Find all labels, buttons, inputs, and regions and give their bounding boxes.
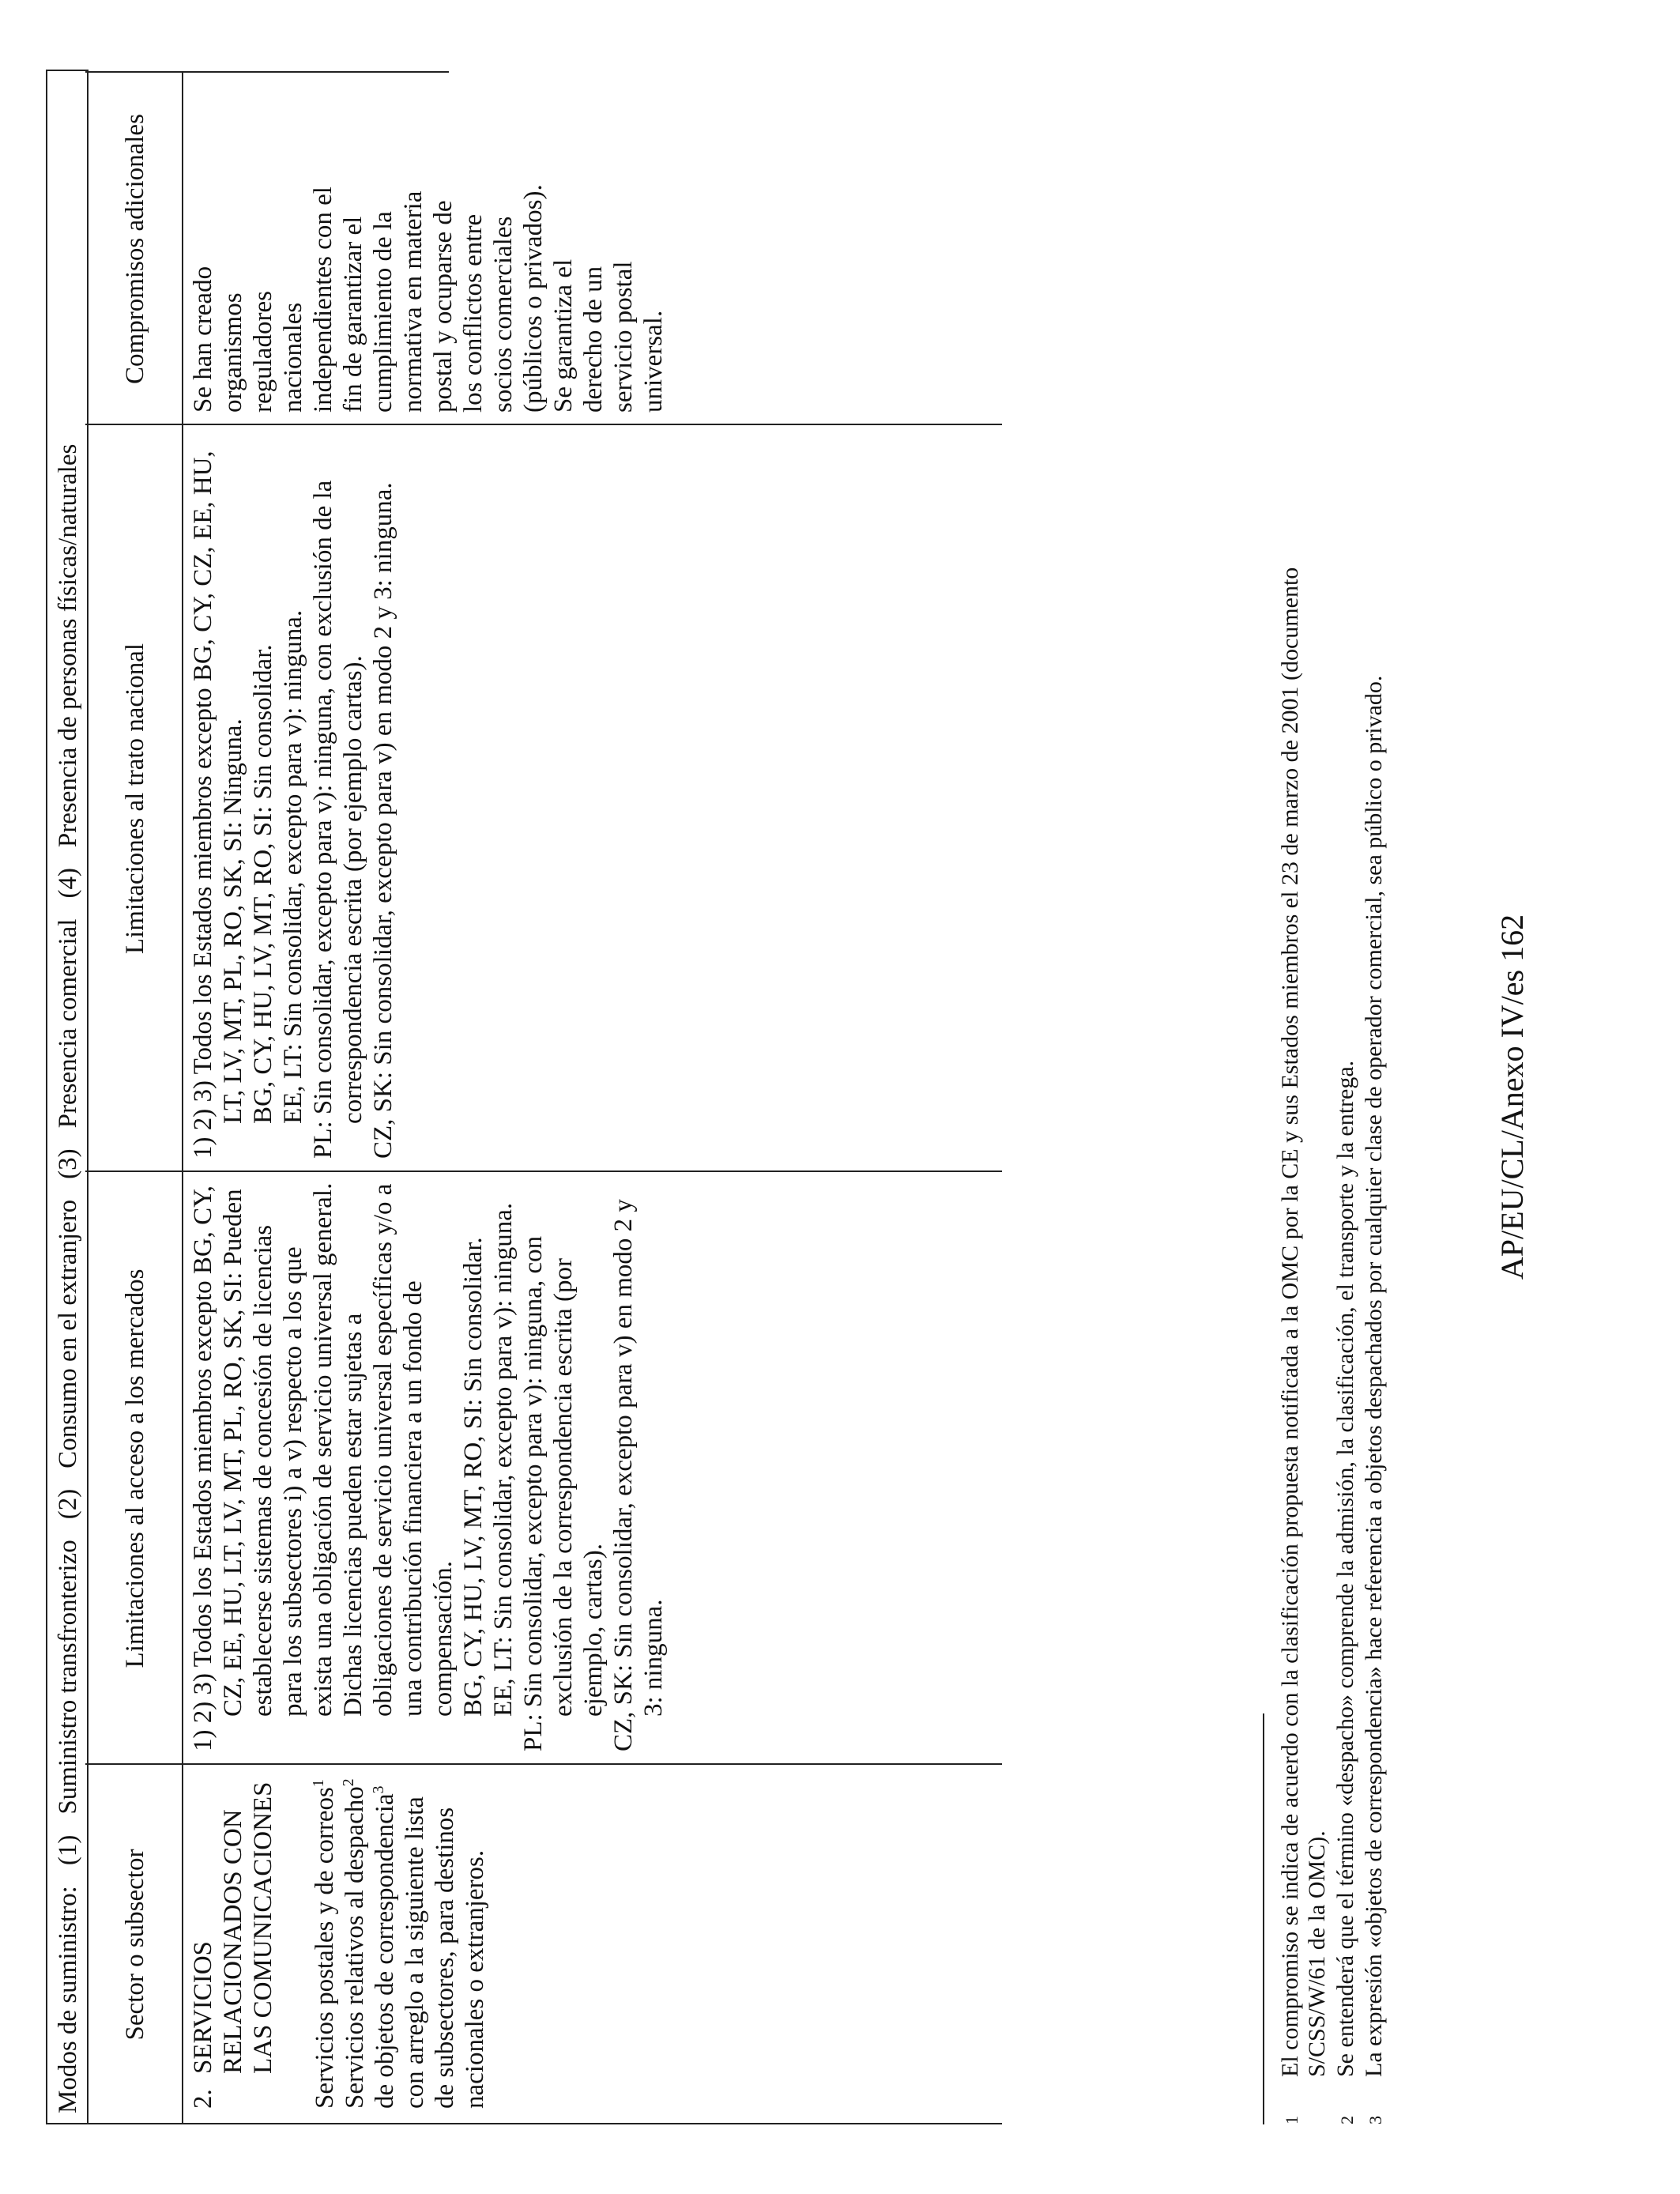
market-access-cz-sk: CZ, SK: Sin consolidar, excepto para v) en modo 2 y 3: ninguna. xyxy=(609,1199,668,1751)
mode1-number: (1) xyxy=(53,1834,82,1866)
mode4-number: (4) xyxy=(53,868,82,899)
footnote-ref-1: 1 xyxy=(310,1779,327,1788)
page-reference: AP/EU/CL/Anexo IV/es 162 xyxy=(1494,914,1530,1280)
subsector-postal-text: Servicios postales y de correos xyxy=(311,1787,339,2109)
column-divider-1 xyxy=(85,1763,1002,1765)
modes-of-supply xyxy=(51,444,85,2113)
mode2-number: (2) xyxy=(53,1488,82,1520)
national-treatment-ee-lt: EE, LT: Sin consolidar, excepto para v): ninguna. xyxy=(279,609,307,1124)
subsector-dispatch xyxy=(340,1778,490,2109)
sector-title: SERVICIOS RELACIONADOS CON LAS COMUNICACIONES xyxy=(189,1781,277,2074)
footnote-ref-2: 2 xyxy=(340,1778,357,1787)
column-header-additional: Compromisos adicionales xyxy=(121,114,149,384)
subsector-dispatch-c: con arreglo a la siguiente lista de subsectores, para destinos nacionales o extranjeros. xyxy=(401,1796,489,2109)
footnote-1-text: El compromiso se indica de acuerdo con la clasificación propuesta notificada a la OMC por la CE y sus Estados miembros el 23 de marzo de 2001 (documento S/CSS/W/61 de la OMC). xyxy=(1277,567,1330,2077)
market-access-general: 1) 2) 3) Todos los Estados miembros excepto BG, CY, CZ, EE, HU, LT, LV, MT, PL, RO, SK, SI: Pueden establecerse sistemas de concesión de licencias para los subsectores i) a v) respecto a los que exista una obligación de servicio universal general. Dichas licencias pueden estar sujetas a obligaciones de servicio universal específicas y/o a una contribución financiera a un fondo de compensación. xyxy=(189,1182,458,1751)
footnote-3-number: 3 xyxy=(1365,2116,1385,2124)
additional-commitments-cell xyxy=(188,183,669,413)
mode3-label: Presencia comercial xyxy=(53,918,82,1129)
footnote-1-number: 1 xyxy=(1282,2116,1301,2124)
subsector-dispatch-a: Servicios relativos al despacho xyxy=(341,1786,369,2109)
market-access-pl: PL: Sin consolidar, excepto para v): ninguna, con exclusión de la correspondencia escrita (por ejemplo, cartas). xyxy=(519,1235,608,1751)
subsector-dispatch-b: de objetos de correspondencia xyxy=(371,1793,399,2109)
national-treatment-cell xyxy=(188,439,398,1159)
footnote-separator xyxy=(1263,1713,1264,2124)
sector-heading xyxy=(188,1778,278,2109)
commitments-table xyxy=(46,70,1002,2124)
column-divider-2 xyxy=(85,1171,1002,1172)
column-header-sector: Sector o subsector xyxy=(121,1849,149,2041)
footnote-2 xyxy=(1332,504,1361,2124)
mode4-label: Presencia de personas físicas/naturales xyxy=(53,443,82,848)
footnote-3 xyxy=(1361,504,1389,2124)
column-header-national-treatment: Limitaciones al trato nacional xyxy=(121,643,149,955)
modes-label: Modos de suministro: xyxy=(53,1886,82,2113)
mode1-label: Suministro transfronterizo xyxy=(53,1540,82,1815)
column-divider-3 xyxy=(85,424,1002,425)
mode2-label: Consumo en el extranjero xyxy=(53,1199,82,1468)
subsector-postal xyxy=(310,1778,340,2109)
national-treatment-bg-cy: BG, CY, HU, LV, MT, RO, SI: Sin consolidar. xyxy=(249,644,277,1124)
market-access-cell xyxy=(188,1182,669,1751)
national-treatment-cz-sk: CZ, SK: Sin consolidar, excepto para v) en modo 2 y 3: ninguna. xyxy=(369,482,397,1159)
header-bottom-rule xyxy=(182,71,183,2124)
footnote-2-text: Se entenderá que el término «despacho» comprende la admisión, la clasificación, el transporte y la entrega. xyxy=(1332,1060,1358,2077)
footnote-ref-3: 3 xyxy=(370,1785,387,1794)
footnote-2-number: 2 xyxy=(1337,2116,1357,2124)
additional-commitments-text: Se han creado organismos reguladores nacionales independientes con el fin de garantizar el cumplimiento de la normativa en materia postal y ocuparse de los conflictos entre socios comerciales (públicos o privados). Se garantiza el derecho de un servicio postal universal. xyxy=(189,184,668,413)
sector-number: 2. xyxy=(189,2089,217,2109)
national-treatment-pl: PL: Sin consolidar, excepto para v): ninguna, con exclusión de la correspondencia escrita (por ejemplo cartas). xyxy=(309,480,367,1159)
left-border xyxy=(85,2123,1002,2124)
footnote-3-text: La expresión «objetos de correspondencia» hace referencia a objetos despachados por cualquier clase de operador comercial, sea público o privado. xyxy=(1361,675,1387,2077)
market-access-bg-cy: BG, CY, HU, LV, MT, RO, SI: Sin consolidar. xyxy=(459,1237,488,1717)
footnote-1 xyxy=(1277,504,1331,2124)
national-treatment-general: 1) 2) 3) Todos los Estados miembros excepto BG, CY, CZ, EE, HU, LT, LV, MT, PL, RO, SK, SI: Ninguna. xyxy=(189,450,247,1159)
sector-cell xyxy=(188,1778,490,2109)
market-access-ee-lt: EE, LT: Sin consolidar, excepto para v): ninguna. xyxy=(489,1202,518,1717)
column-header-market-access: Limitaciones al acceso a los mercados xyxy=(121,1269,149,1668)
mode3-number: (3) xyxy=(53,1148,82,1179)
